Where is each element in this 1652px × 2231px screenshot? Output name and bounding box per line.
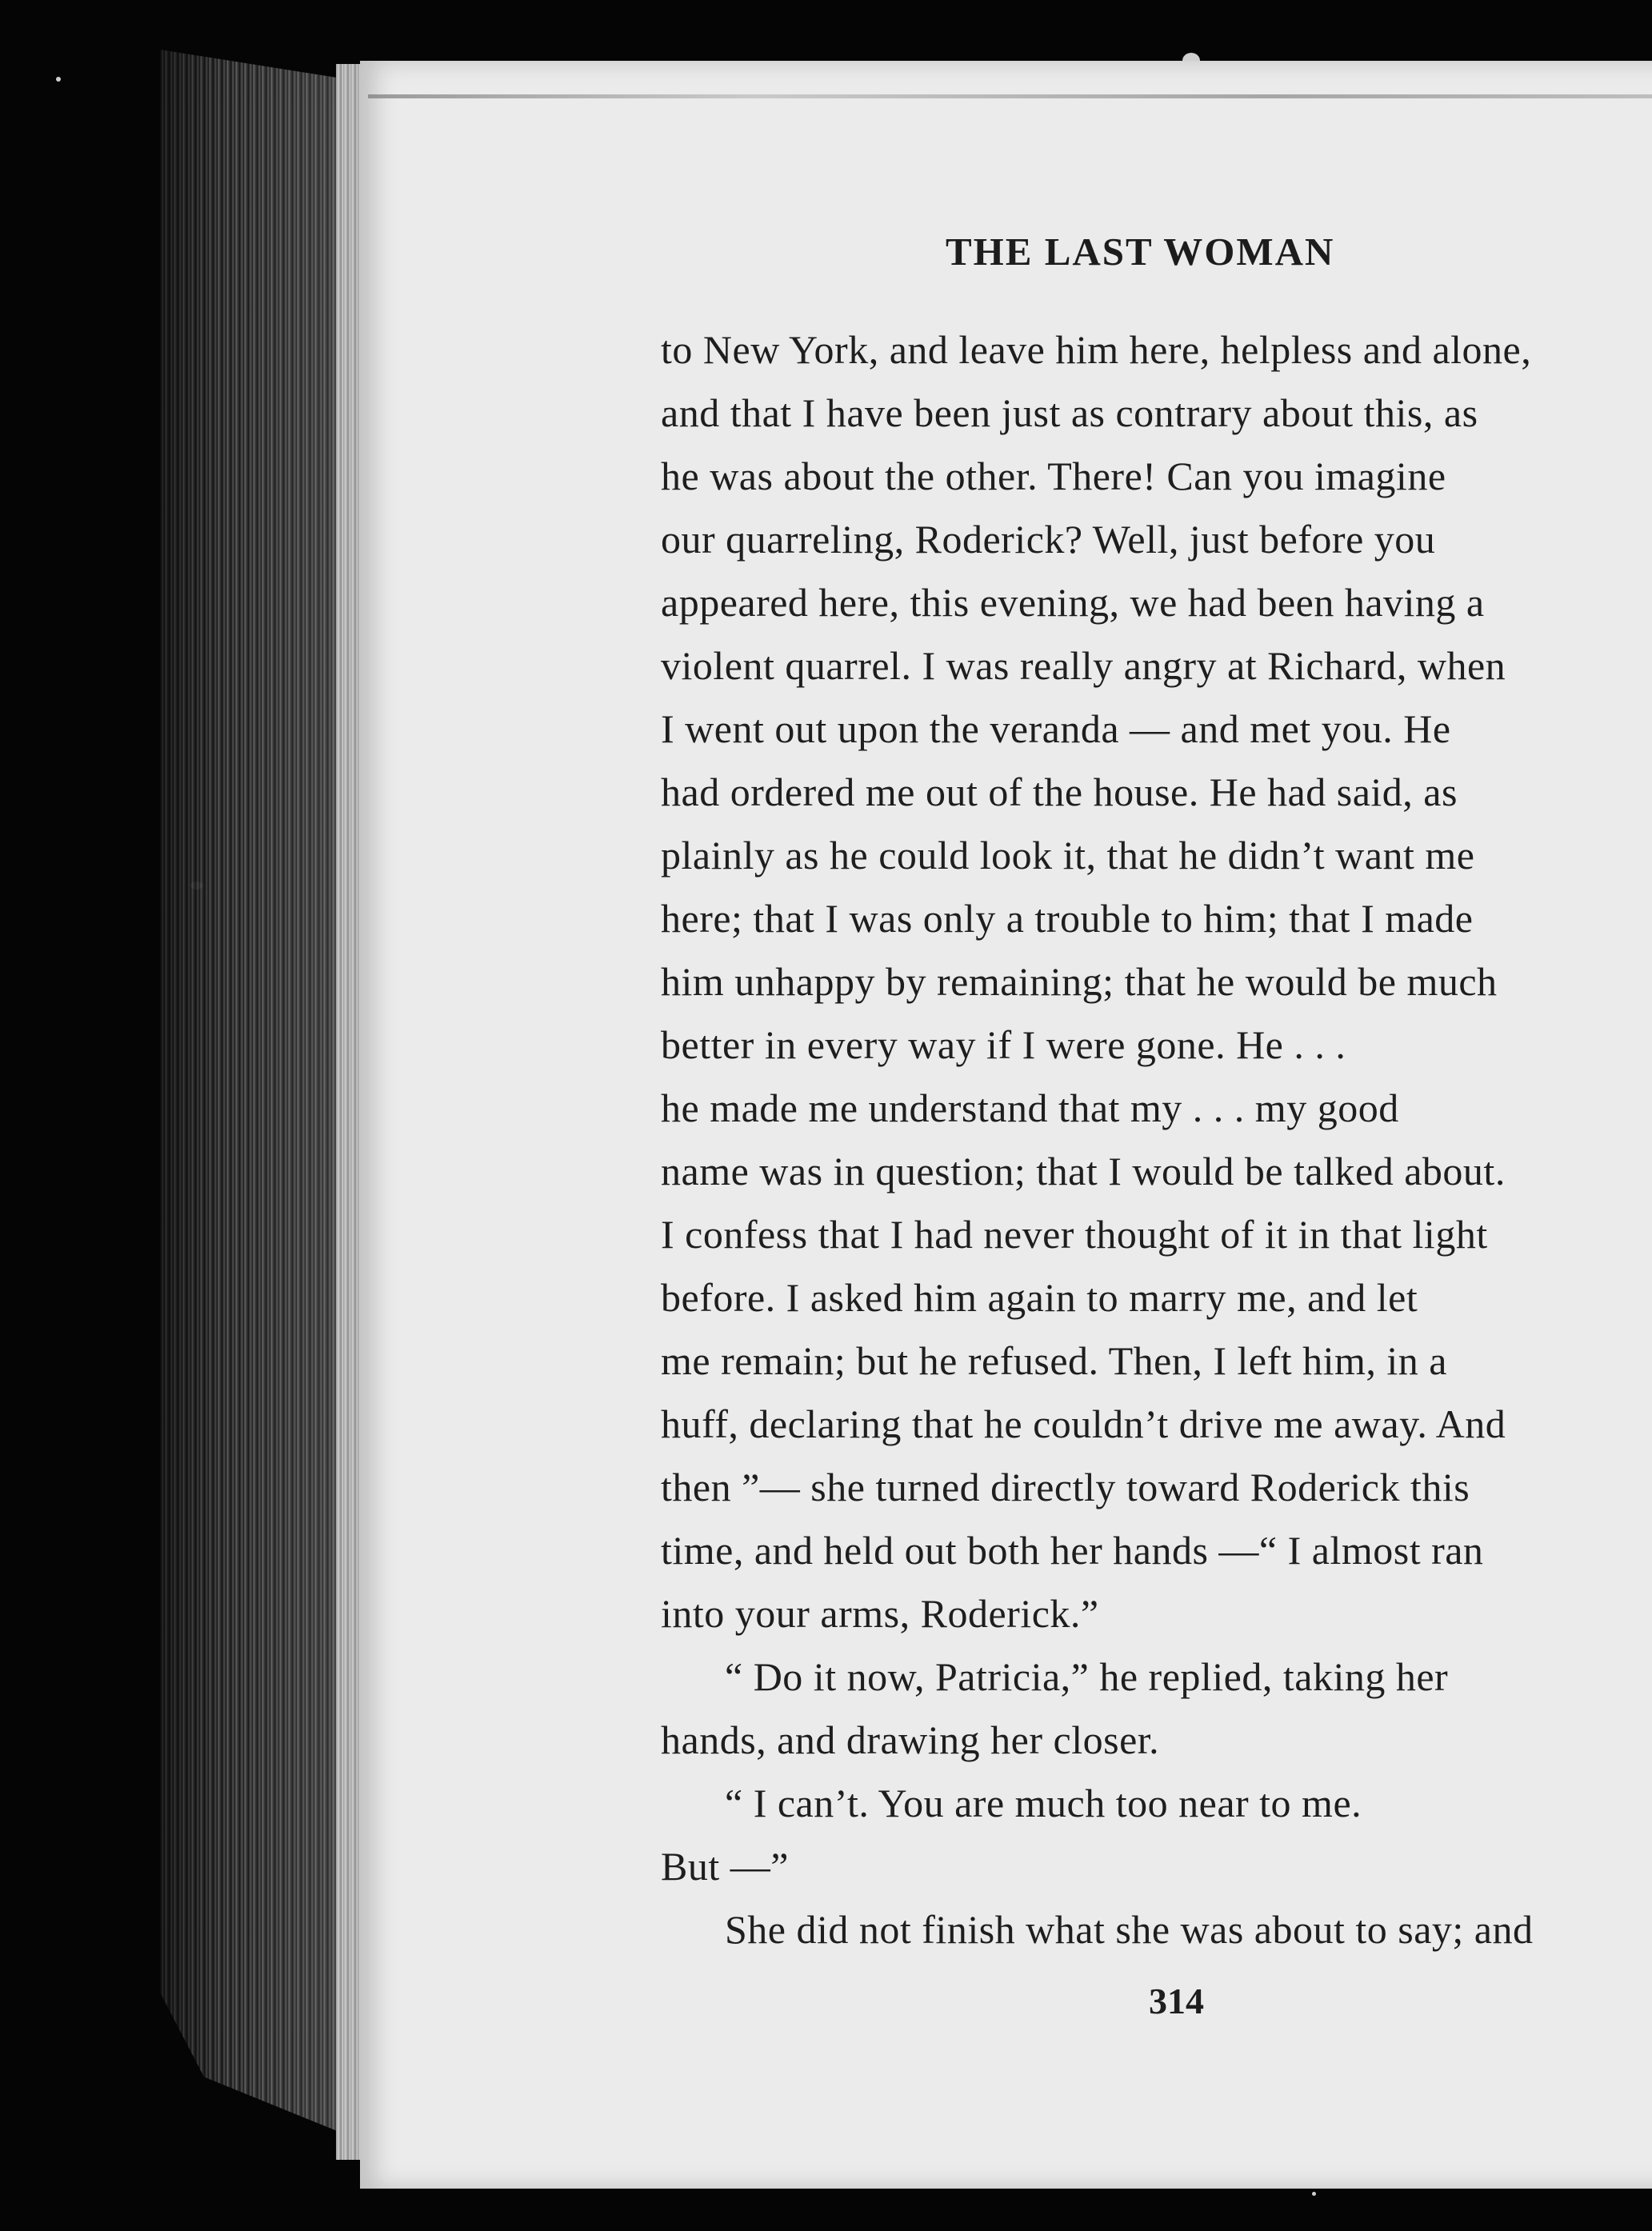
running-head: THE LAST WOMAN: [946, 230, 1335, 274]
text-line: huff, declaring that he couldn’t drive me away. And: [661, 1401, 1506, 1446]
book-fore-edge: [160, 50, 360, 2161]
text-line: She did not finish what she was about to say; and: [725, 1907, 1534, 1952]
page-top-edge: [368, 94, 1652, 98]
page-number: 314: [1149, 1981, 1204, 2021]
text-line: I went out upon the veranda — and met you. He: [661, 706, 1451, 751]
page-text: [661, 318, 1652, 1961]
text-line: to New York, and leave him here, helpless and alone,: [661, 327, 1532, 372]
text-line: But —”: [661, 1844, 789, 1889]
text-line: better in every way if I were gone. He . . .: [661, 1022, 1346, 1067]
text-line: him unhappy by remaining; that he would be much: [661, 959, 1498, 1004]
text-line: me remain; but he refused. Then, I left him, in a: [661, 1338, 1447, 1383]
text-line: hands, and drawing her closer.: [661, 1717, 1160, 1762]
dust-speck: [56, 77, 61, 82]
text-line: then ”— she turned directly toward Roderick this: [661, 1465, 1470, 1509]
text-line: before. I asked him again to marry me, and let: [661, 1275, 1418, 1320]
text-line: plainly as he could look it, that he didn’t want me: [661, 833, 1475, 878]
text-line: our quarreling, Roderick? Well, just before you: [661, 517, 1436, 562]
text-line: he made me understand that my . . . my good: [661, 1086, 1399, 1130]
text-line: had ordered me out of the house. He had said, as: [661, 770, 1458, 814]
text-line: I confess that I had never thought of it in that light: [661, 1212, 1488, 1257]
text-line: here; that I was only a trouble to him; that I made: [661, 896, 1474, 941]
text-line: and that I have been just as contrary about this, as: [661, 390, 1478, 435]
text-line: he was about the other. There! Can you imagine: [661, 454, 1446, 498]
text-line: “ Do it now, Patricia,” he replied, taking her: [725, 1654, 1449, 1699]
text-line: time, and held out both her hands —“ I almost ran: [661, 1528, 1484, 1573]
text-line: appeared here, this evening, we had been having a: [661, 580, 1485, 625]
text-line: “ I can’t. You are much too near to me.: [725, 1781, 1362, 1825]
dust-speck: [1312, 2192, 1316, 2196]
text-line: name was in question; that I would be talked about.: [661, 1149, 1506, 1193]
text-line: into your arms, Roderick.”: [661, 1591, 1099, 1636]
text-line: violent quarrel. I was really angry at Richard, when: [661, 643, 1506, 688]
